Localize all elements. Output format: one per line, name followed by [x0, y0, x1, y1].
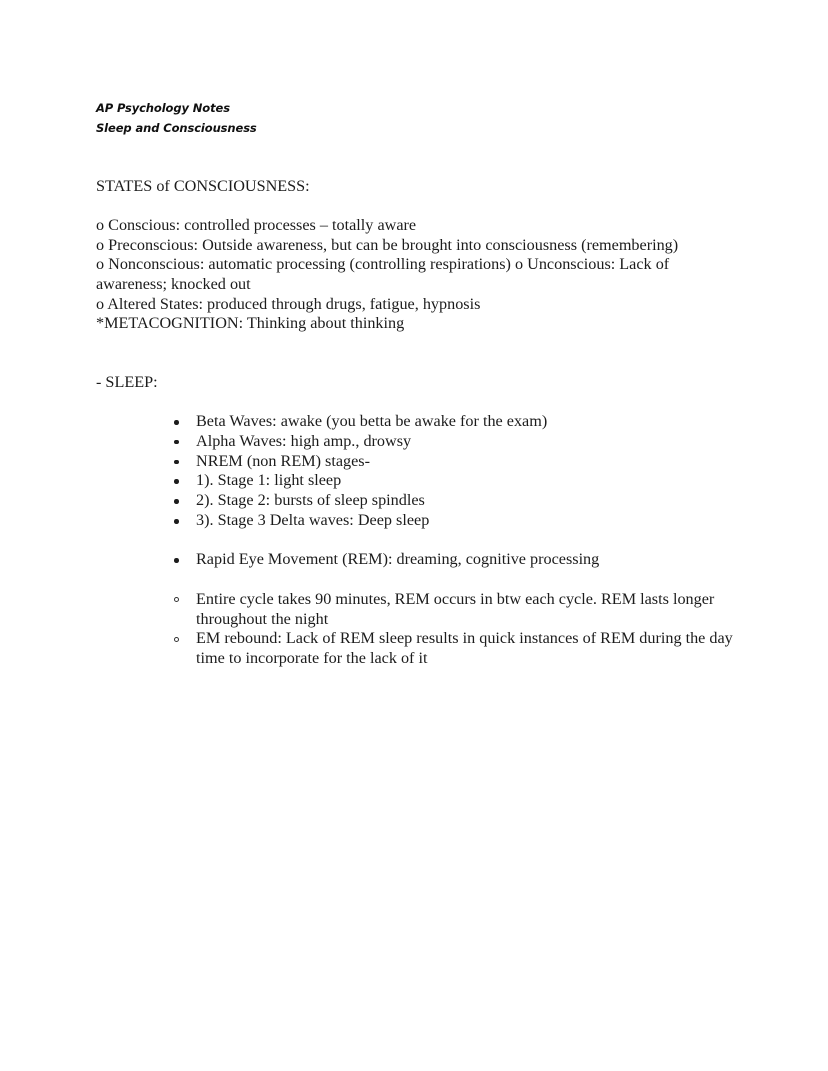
- spacer: [96, 197, 736, 217]
- list-item: Entire cycle takes 90 minutes, REM occurs in btw each cycle. REM lasts longer throughout the night: [174, 590, 736, 630]
- consciousness-entry-preconscious: o Preconscious: Outside awareness, but can be brought into consciousness (remembering): [96, 235, 679, 254]
- section-heading-sleep: - SLEEP:: [96, 372, 158, 391]
- spacer: [96, 570, 736, 590]
- consciousness-entry-conscious: o Conscious: controlled processes – totally aware: [96, 216, 417, 235]
- list-item: NREM (non REM) stages-: [174, 452, 736, 472]
- spacer: [96, 334, 736, 373]
- list-item: EM rebound: Lack of REM sleep results in quick instances of REM during the day time to incorporate for the lack of it: [174, 629, 736, 669]
- header-title-line-2: Sleep and Consciousness: [96, 120, 257, 135]
- consciousness-entry-nonconscious-unconscious: o Nonconscious: automatic processing (controlling respirations) o Unconscious: Lack of awareness; knocked out: [96, 255, 670, 293]
- list-item: 1). Stage 1: light sleep: [174, 471, 736, 491]
- document-header: [96, 99, 736, 138]
- list-item-rem: Rapid Eye Movement (REM): dreaming, cognitive processing: [174, 550, 736, 570]
- list-item: Alpha Waves: high amp., drowsy: [174, 432, 736, 452]
- list-item: 2). Stage 2: bursts of sleep spindles: [174, 491, 736, 511]
- sleep-bullet-list: [96, 412, 736, 570]
- consciousness-entry-metacognition: *METACOGNITION: Thinking about thinking: [96, 314, 405, 333]
- header-title-line-1: AP Psychology Notes: [96, 101, 230, 115]
- consciousness-entry-altered-states: o Altered States: produced through drugs, fatigue, hypnosis: [96, 294, 481, 313]
- consciousness-entries: [96, 216, 736, 334]
- spacer: [96, 392, 736, 412]
- list-item: 3). Stage 3 Delta waves: Deep sleep: [174, 511, 736, 531]
- section-heading-consciousness: STATES of CONSCIOUSNESS:: [96, 177, 310, 195]
- spacer: [96, 138, 736, 177]
- rem-sub-bullet-list: [96, 590, 736, 669]
- list-item: Beta Waves: awake (you betta be awake for the exam): [174, 412, 736, 432]
- document-content: [96, 99, 736, 669]
